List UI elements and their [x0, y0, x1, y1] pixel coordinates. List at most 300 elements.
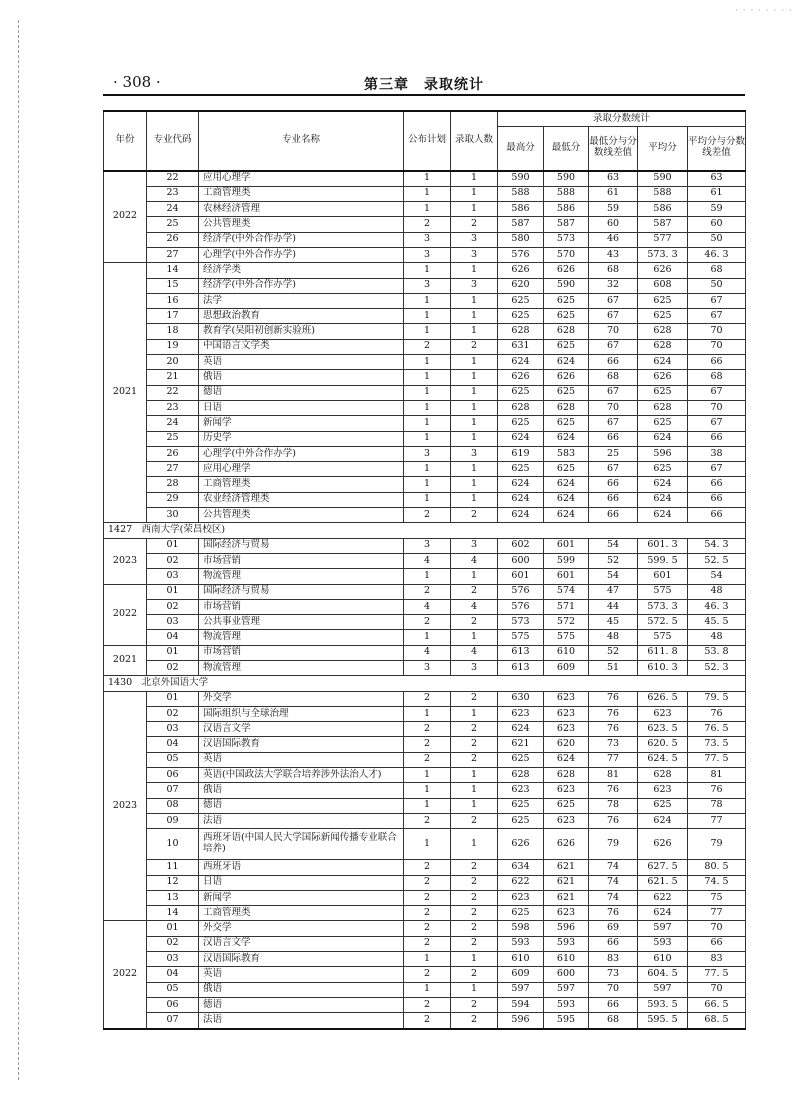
code-cell: 04 [147, 630, 199, 645]
min-diff-cell: 54 [589, 569, 638, 584]
avg-cell: 590 [638, 171, 688, 187]
plan-cell: 1 [404, 462, 451, 477]
name-cell: 俄语 [199, 982, 404, 997]
max-cell: 594 [498, 997, 544, 1012]
header-min-score: 最低分 [544, 127, 589, 171]
name-cell: 汉语国际教育 [199, 952, 404, 967]
code-cell: 24 [147, 416, 199, 431]
min-cell: 625 [544, 416, 589, 431]
code-cell: 29 [147, 492, 199, 507]
table-row [104, 416, 746, 431]
max-cell: 628 [498, 768, 544, 783]
table-row [104, 538, 746, 553]
table-row [104, 936, 746, 951]
code-cell: 13 [147, 890, 199, 905]
max-cell: 590 [498, 171, 544, 187]
plan-cell: 2 [404, 508, 451, 523]
year-cell: 2022 [104, 921, 147, 1029]
max-cell: 586 [498, 202, 544, 217]
avg-cell: 625 [638, 798, 688, 813]
table-row [104, 615, 746, 630]
avg-cell: 624 [638, 492, 688, 507]
max-cell: 598 [498, 921, 544, 936]
max-cell: 630 [498, 691, 544, 706]
min-diff-cell: 76 [589, 783, 638, 798]
enroll-cell: 1 [451, 355, 498, 370]
min-diff-cell: 66 [589, 477, 638, 492]
university-name: 1427 西南大学(荣昌校区) [104, 523, 746, 538]
avg-diff-cell: 50 [688, 232, 746, 247]
table-row [104, 171, 746, 187]
name-cell: 西班牙语(中国人民大学国际新闻传播专业联合培养) [199, 829, 404, 860]
table-row [104, 202, 746, 217]
table-row [104, 890, 746, 905]
plan-cell: 2 [404, 813, 451, 828]
max-cell: 609 [498, 967, 544, 982]
plan-cell: 1 [404, 309, 451, 324]
table-row [104, 813, 746, 828]
avg-diff-cell: 66 [688, 508, 746, 523]
avg-diff-cell: 54. 3 [688, 538, 746, 553]
max-cell: 631 [498, 339, 544, 354]
min-diff-cell: 73 [589, 737, 638, 752]
min-cell: 623 [544, 813, 589, 828]
avg-cell: 625 [638, 309, 688, 324]
min-cell: 600 [544, 967, 589, 982]
avg-diff-cell: 66 [688, 936, 746, 951]
min-cell: 590 [544, 171, 589, 187]
avg-cell: 604. 5 [638, 967, 688, 982]
max-cell: 573 [498, 615, 544, 630]
name-cell: 公共管理类 [199, 217, 404, 232]
name-cell: 法学 [199, 293, 404, 308]
min-cell: 628 [544, 768, 589, 783]
table-row [104, 355, 746, 370]
header-avg-diff: 平均分与分数线差值 [688, 127, 746, 171]
header-max-score: 最高分 [498, 127, 544, 171]
code-cell: 21 [147, 370, 199, 385]
table-row [104, 186, 746, 201]
plan-cell: 4 [404, 645, 451, 660]
avg-cell: 627. 5 [638, 860, 688, 875]
max-cell: 625 [498, 385, 544, 400]
year-cell: 2022 [104, 171, 147, 263]
min-diff-cell: 73 [589, 967, 638, 982]
code-cell: 05 [147, 982, 199, 997]
min-cell: 628 [544, 324, 589, 339]
avg-diff-cell: 70 [688, 982, 746, 997]
name-cell: 经济学(中外合作办学) [199, 278, 404, 293]
enroll-cell: 2 [451, 890, 498, 905]
name-cell: 外交学 [199, 921, 404, 936]
min-diff-cell: 81 [589, 768, 638, 783]
min-cell: 625 [544, 798, 589, 813]
page-number: · 308 · [113, 73, 161, 91]
name-cell: 国际经济与贸易 [199, 584, 404, 599]
table-row [104, 339, 746, 354]
enroll-cell: 3 [451, 232, 498, 247]
min-cell: 625 [544, 309, 589, 324]
avg-diff-cell: 60 [688, 217, 746, 232]
min-cell: 621 [544, 875, 589, 890]
avg-cell: 624 [638, 431, 688, 446]
min-diff-cell: 76 [589, 813, 638, 828]
avg-diff-cell: 46. 3 [688, 599, 746, 614]
code-cell: 01 [147, 645, 199, 660]
table-row [104, 293, 746, 308]
min-diff-cell: 67 [589, 309, 638, 324]
binding-margin-line [18, 20, 19, 1080]
admission-statistics-table [103, 110, 746, 1030]
code-cell: 23 [147, 400, 199, 415]
table-row [104, 309, 746, 324]
plan-cell: 2 [404, 737, 451, 752]
avg-cell: 628 [638, 324, 688, 339]
table-row [104, 431, 746, 446]
avg-diff-cell: 77. 5 [688, 752, 746, 767]
code-cell: 12 [147, 875, 199, 890]
min-diff-cell: 74 [589, 875, 638, 890]
enroll-cell: 1 [451, 706, 498, 721]
enroll-cell: 2 [451, 813, 498, 828]
name-cell: 思想政治教育 [199, 309, 404, 324]
table-row [104, 324, 746, 339]
avg-diff-cell: 50 [688, 278, 746, 293]
header-avg-score: 平均分 [638, 127, 688, 171]
avg-diff-cell: 74. 5 [688, 875, 746, 890]
min-cell: 624 [544, 431, 589, 446]
max-cell: 593 [498, 936, 544, 951]
min-cell: 590 [544, 278, 589, 293]
max-cell: 634 [498, 860, 544, 875]
plan-cell: 3 [404, 661, 451, 676]
name-cell: 农林经济管理 [199, 202, 404, 217]
avg-cell: 624 [638, 508, 688, 523]
avg-cell: 625 [638, 385, 688, 400]
avg-cell: 621. 5 [638, 875, 688, 890]
min-diff-cell: 48 [589, 630, 638, 645]
avg-cell: 624 [638, 813, 688, 828]
name-cell: 新闻学 [199, 890, 404, 905]
table-row [104, 706, 746, 721]
table-row [104, 752, 746, 767]
table-row [104, 875, 746, 890]
avg-diff-cell: 48 [688, 584, 746, 599]
year-cell: 2021 [104, 263, 147, 523]
code-cell: 02 [147, 936, 199, 951]
enroll-cell: 1 [451, 477, 498, 492]
avg-diff-cell: 63 [688, 171, 746, 187]
enroll-cell: 2 [451, 936, 498, 951]
avg-cell: 620. 5 [638, 737, 688, 752]
min-cell: 624 [544, 508, 589, 523]
avg-cell: 593 [638, 936, 688, 951]
max-cell: 625 [498, 309, 544, 324]
enroll-cell: 2 [451, 737, 498, 752]
code-cell: 23 [147, 186, 199, 201]
name-cell: 英语 [199, 967, 404, 982]
enroll-cell: 1 [451, 569, 498, 584]
table-row [104, 982, 746, 997]
enroll-cell: 1 [451, 829, 498, 860]
enroll-cell: 1 [451, 385, 498, 400]
name-cell: 物流管理 [199, 569, 404, 584]
min-diff-cell: 63 [589, 171, 638, 187]
min-diff-cell: 83 [589, 952, 638, 967]
avg-cell: 628 [638, 339, 688, 354]
avg-cell: 625 [638, 416, 688, 431]
max-cell: 625 [498, 752, 544, 767]
name-cell: 工商管理类 [199, 477, 404, 492]
year-cell: 2022 [104, 584, 147, 645]
name-cell: 农业经济管理类 [199, 492, 404, 507]
min-cell: 583 [544, 446, 589, 461]
plan-cell: 2 [404, 584, 451, 599]
enroll-cell: 1 [451, 492, 498, 507]
max-cell: 621 [498, 737, 544, 752]
avg-cell: 597 [638, 982, 688, 997]
max-cell: 624 [498, 477, 544, 492]
max-cell: 625 [498, 462, 544, 477]
code-cell: 27 [147, 462, 199, 477]
avg-diff-cell: 52. 3 [688, 661, 746, 676]
plan-cell: 3 [404, 278, 451, 293]
min-cell: 624 [544, 492, 589, 507]
enroll-cell: 3 [451, 538, 498, 553]
max-cell: 596 [498, 1013, 544, 1029]
avg-cell: 601 [638, 569, 688, 584]
plan-cell: 1 [404, 355, 451, 370]
avg-cell: 611. 8 [638, 645, 688, 660]
code-cell: 05 [147, 752, 199, 767]
code-cell: 01 [147, 538, 199, 553]
min-diff-cell: 70 [589, 324, 638, 339]
max-cell: 625 [498, 293, 544, 308]
enroll-cell: 3 [451, 247, 498, 262]
min-cell: 599 [544, 553, 589, 568]
min-diff-cell: 47 [589, 584, 638, 599]
plan-cell: 1 [404, 569, 451, 584]
enroll-cell: 1 [451, 431, 498, 446]
enroll-cell: 2 [451, 921, 498, 936]
max-cell: 613 [498, 661, 544, 676]
avg-diff-cell: 77 [688, 813, 746, 828]
enroll-cell: 1 [451, 263, 498, 278]
name-cell: 日语 [199, 400, 404, 415]
min-cell: 574 [544, 584, 589, 599]
max-cell: 626 [498, 263, 544, 278]
code-cell: 06 [147, 768, 199, 783]
plan-cell: 2 [404, 936, 451, 951]
name-cell: 教育学(吴阳初创新实验班) [199, 324, 404, 339]
avg-cell: 626. 5 [638, 691, 688, 706]
avg-cell: 601. 3 [638, 538, 688, 553]
code-cell: 11 [147, 860, 199, 875]
header-published-plan: 公布计划 [404, 111, 451, 171]
plan-cell: 2 [404, 997, 451, 1012]
name-cell: 国际经济与贸易 [199, 538, 404, 553]
code-cell: 22 [147, 171, 199, 187]
min-cell: 625 [544, 293, 589, 308]
enroll-cell: 2 [451, 860, 498, 875]
min-diff-cell: 76 [589, 706, 638, 721]
table-body [104, 171, 746, 1029]
min-diff-cell: 44 [589, 599, 638, 614]
avg-cell: 624 [638, 477, 688, 492]
max-cell: 622 [498, 875, 544, 890]
name-cell: 市场营销 [199, 645, 404, 660]
avg-diff-cell: 70 [688, 400, 746, 415]
max-cell: 628 [498, 324, 544, 339]
plan-cell: 1 [404, 982, 451, 997]
plan-cell: 1 [404, 400, 451, 415]
enroll-cell: 1 [451, 783, 498, 798]
plan-cell: 1 [404, 171, 451, 187]
min-diff-cell: 78 [589, 798, 638, 813]
min-cell: 571 [544, 599, 589, 614]
min-diff-cell: 76 [589, 691, 638, 706]
table-row [104, 492, 746, 507]
min-cell: 610 [544, 645, 589, 660]
avg-cell: 622 [638, 890, 688, 905]
min-cell: 623 [544, 706, 589, 721]
name-cell: 汉语言文学 [199, 722, 404, 737]
max-cell: 626 [498, 370, 544, 385]
avg-diff-cell: 79 [688, 829, 746, 860]
max-cell: 613 [498, 645, 544, 660]
year-cell: 2023 [104, 691, 147, 921]
avg-cell: 595. 5 [638, 1013, 688, 1029]
table-row [104, 661, 746, 676]
max-cell: 625 [498, 906, 544, 921]
table-row [104, 553, 746, 568]
code-cell: 28 [147, 477, 199, 492]
table-row [104, 997, 746, 1012]
code-cell: 10 [147, 829, 199, 860]
table-row [104, 232, 746, 247]
avg-cell: 596 [638, 446, 688, 461]
avg-diff-cell: 77 [688, 906, 746, 921]
avg-cell: 572. 5 [638, 615, 688, 630]
min-diff-cell: 66 [589, 355, 638, 370]
table-row [104, 263, 746, 278]
table-row [104, 599, 746, 614]
min-cell: 597 [544, 982, 589, 997]
name-cell: 历史学 [199, 431, 404, 446]
name-cell: 心理学(中外合作办学) [199, 446, 404, 461]
min-diff-cell: 68 [589, 370, 638, 385]
min-cell: 596 [544, 921, 589, 936]
min-cell: 601 [544, 538, 589, 553]
code-cell: 09 [147, 813, 199, 828]
avg-cell: 624 [638, 906, 688, 921]
avg-diff-cell: 52. 5 [688, 553, 746, 568]
code-cell: 26 [147, 232, 199, 247]
plan-cell: 2 [404, 217, 451, 232]
enroll-cell: 2 [451, 584, 498, 599]
min-cell: 624 [544, 752, 589, 767]
min-cell: 586 [544, 202, 589, 217]
enroll-cell: 2 [451, 339, 498, 354]
name-cell: 汉语言文学 [199, 936, 404, 951]
code-cell: 26 [147, 446, 199, 461]
min-cell: 626 [544, 370, 589, 385]
avg-diff-cell: 70 [688, 339, 746, 354]
enroll-cell: 1 [451, 324, 498, 339]
max-cell: 624 [498, 355, 544, 370]
avg-diff-cell: 59 [688, 202, 746, 217]
avg-diff-cell: 77. 5 [688, 967, 746, 982]
table-row [104, 385, 746, 400]
header-rule [103, 94, 745, 96]
plan-cell: 1 [404, 477, 451, 492]
max-cell: 580 [498, 232, 544, 247]
university-name: 1430 北京外国语大学 [104, 676, 746, 691]
min-diff-cell: 76 [589, 906, 638, 921]
avg-diff-cell: 68. 5 [688, 1013, 746, 1029]
enroll-cell: 1 [451, 630, 498, 645]
avg-cell: 625 [638, 293, 688, 308]
code-cell: 27 [147, 247, 199, 262]
table-row [104, 446, 746, 461]
min-cell: 572 [544, 615, 589, 630]
enroll-cell: 2 [451, 217, 498, 232]
name-cell: 俄语 [199, 783, 404, 798]
avg-diff-cell: 67 [688, 309, 746, 324]
name-cell: 工商管理类 [199, 186, 404, 201]
code-cell: 04 [147, 737, 199, 752]
enroll-cell: 2 [451, 997, 498, 1012]
enroll-cell: 4 [451, 599, 498, 614]
avg-diff-cell: 68 [688, 263, 746, 278]
plan-cell: 2 [404, 722, 451, 737]
min-diff-cell: 59 [589, 202, 638, 217]
min-cell: 625 [544, 385, 589, 400]
name-cell: 工商管理类 [199, 906, 404, 921]
code-cell: 02 [147, 553, 199, 568]
max-cell: 624 [498, 492, 544, 507]
enroll-cell: 2 [451, 906, 498, 921]
header-major-name: 专业名称 [199, 111, 404, 171]
avg-cell: 573. 3 [638, 247, 688, 262]
table-row [104, 247, 746, 262]
avg-cell: 610. 3 [638, 661, 688, 676]
avg-diff-cell: 73. 5 [688, 737, 746, 752]
plan-cell: 1 [404, 952, 451, 967]
code-cell: 14 [147, 906, 199, 921]
max-cell: 575 [498, 630, 544, 645]
min-diff-cell: 67 [589, 339, 638, 354]
min-diff-cell: 45 [589, 615, 638, 630]
avg-diff-cell: 45. 5 [688, 615, 746, 630]
enroll-cell: 1 [451, 202, 498, 217]
code-cell: 19 [147, 339, 199, 354]
avg-diff-cell: 76 [688, 783, 746, 798]
name-cell: 汉语国际教育 [199, 737, 404, 752]
min-diff-cell: 51 [589, 661, 638, 676]
chapter-title: 第三章 录取统计 [364, 77, 484, 93]
avg-diff-cell: 61 [688, 186, 746, 201]
enroll-cell: 1 [451, 416, 498, 431]
plan-cell: 2 [404, 967, 451, 982]
min-cell: 628 [544, 400, 589, 415]
min-diff-cell: 66 [589, 936, 638, 951]
min-diff-cell: 52 [589, 553, 638, 568]
min-diff-cell: 66 [589, 431, 638, 446]
year-cell: 2021 [104, 645, 147, 676]
enroll-cell: 2 [451, 615, 498, 630]
code-cell: 03 [147, 615, 199, 630]
